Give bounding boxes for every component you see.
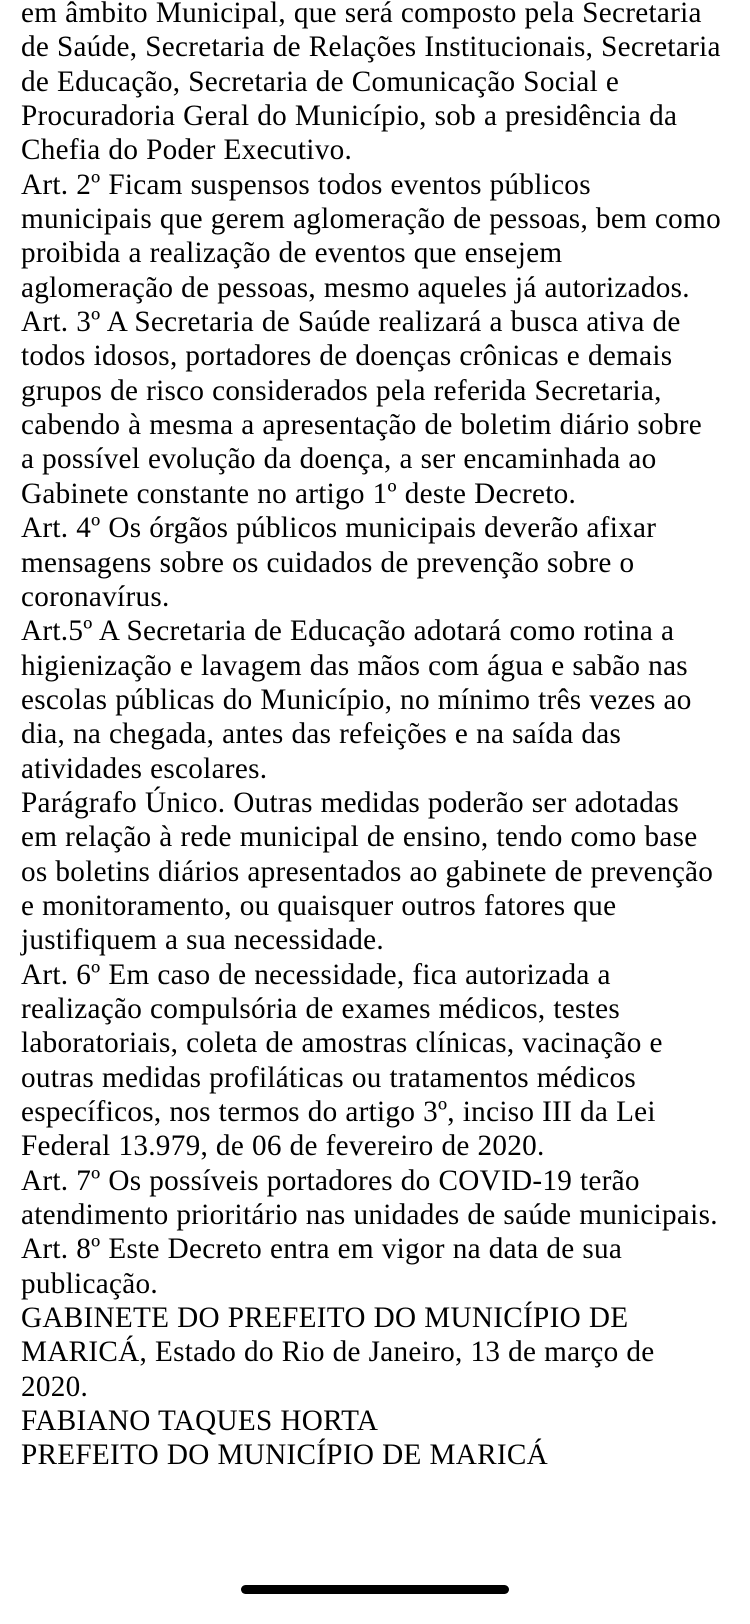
paragraph-art3: Art. 3º A Secretaria de Saúde realizará a busca ativa de todos idosos, portadores de doenças crônicas e demais grupos de risco considerados pela referida Secretaria, cabendo à mesma a apresentação de boletim diário sobre a possível evolução da doença, a ser encaminhada ao Gabinete constante no artigo 1º deste Decreto. xyxy=(21,306,710,510)
paragraph-art6: Art. 6º Em caso de necessidade, fica autorizada a realização compulsória de exames médicos, testes laboratoriais, coleta de amostras clínicas, vacinação e outras medidas profiláticas ou tratamentos médicos específicos, nos termos do artigo 3º, inciso III da Lei Federal 13.979, de 06 de fevereiro de 2020. xyxy=(21,958,671,1163)
paragraph-local-data: GABINETE DO PREFEITO DO MUNICÍPIO DE MARICÁ, Estado do Rio de Janeiro, 13 de março de 2020. xyxy=(21,1302,663,1403)
paragraph-assinatura-nome: FABIANO TAQUES HORTA xyxy=(21,1405,379,1438)
paragraph-art7: Art. 7º Os possíveis portadores do COVID-19 terão atendimento prioritário nas unidades de saúde municipais. xyxy=(21,1164,718,1232)
home-indicator[interactable] xyxy=(241,1585,509,1594)
paragraph-art2: Art. 2º Ficam suspensos todos eventos públicos municipais que gerem aglomeração de pessoas, bem como proibida a realização de eventos que ensejem aglomeração de pessoas, mesmo aqueles já autorizados. xyxy=(21,168,729,304)
paragraph-art8: Art. 8º Este Decreto entra em vigor na data de sua publicação. xyxy=(21,1233,631,1300)
home-indicator-area xyxy=(0,1572,750,1624)
paragraph-art1-cont: em âmbito Municipal, que será composto pela Secretaria de Saúde, Secretaria de Relações Institucionais, Secretaria de Educação, Secretaria de Comunicação Social e Procuradoria Geral do Município, sob a presidência da Chefia do Poder Executivo. xyxy=(21,0,729,167)
paragraph-art4: Art. 4º Os órgãos públicos municipais deverão afixar mensagens sobre os cuidados de prevenção sobre o coronavírus. xyxy=(21,512,665,613)
paragraph-art5: Art.5º A Secretaria de Educação adotará como rotina a higienização e lavagem das mãos com água e sabão nas escolas públicas do Município, no mínimo três vezes ao dia, na chegada, antes das refeições e na saída das atividades escolares. xyxy=(21,615,700,785)
document-text-body xyxy=(21,0,729,1473)
paragraph-art5-paragrafo-unico: Parágrafo Único. Outras medidas poderão ser adotadas em relação à rede municipal de ensino, tendo como base os boletins diários apresentados ao gabinete de prevenção e monitoramento, ou quaisquer outros fatores que justifiquem a sua necessidade. xyxy=(21,786,722,957)
paragraph-assinatura-cargo: PREFEITO DO MUNICÍPIO DE MARICÁ xyxy=(21,1439,548,1472)
